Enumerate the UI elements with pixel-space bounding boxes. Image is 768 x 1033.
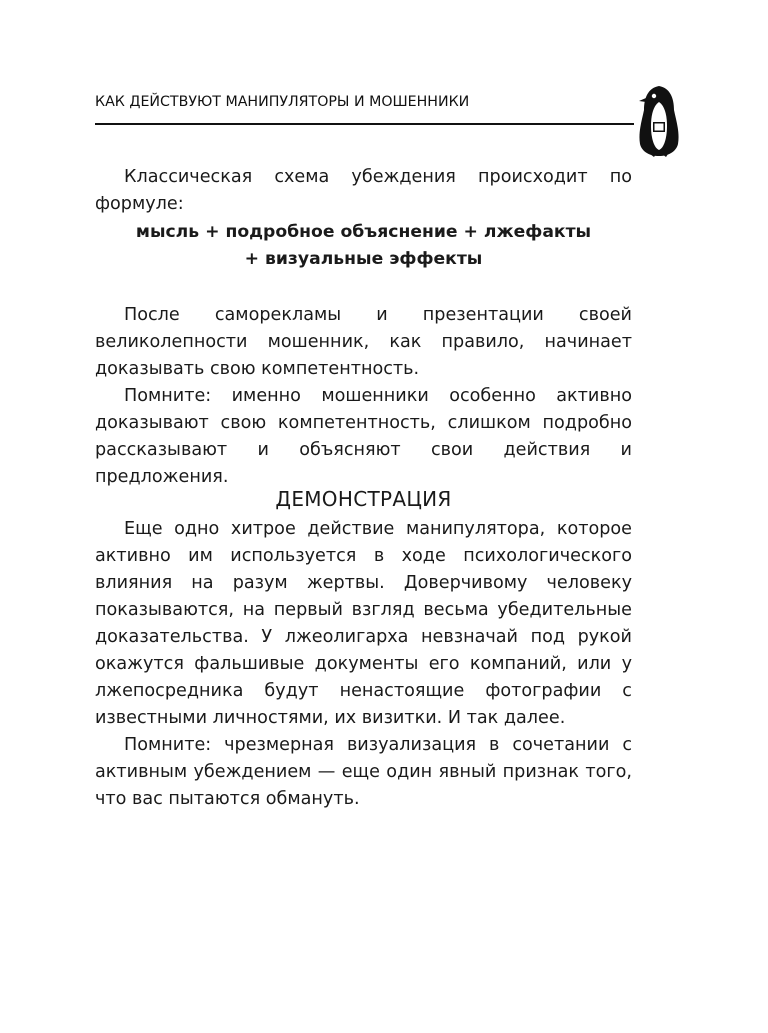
intro-block [95,164,632,218]
paragraph: После саморекламы и презентации своей великолепности мошенник, как правило, начинает доказывать свою компетентность. [95,305,632,379]
header-rule [95,123,634,125]
paragraph: Еще одно хитрое действие манипулятора, которое активно им используется в ходе психологического влияния на разум жертвы. Доверчивому человеку показываются, на первый взгляд весьма убедительные доказательства. У лжеолигарха невзначай под рукой окажутся фальшивые документы его компаний, или у лжепосредника будут ненастоящие фотографии с известными личностями, их визитки. И так далее. [95,519,632,728]
paragraph: Помните: именно мошенники особенно активно доказывают свою компетентность, слишком подробно рассказывают и объясняют свои действия и предложения. [95,386,632,487]
formula-block [95,219,632,273]
section-2-text [95,516,632,813]
formula-line-1: мысль + подробное объяснение + лжефакты [135,222,592,242]
formula-line-2: + визуальные эффекты [244,249,483,269]
running-header: КАК ДЕЙСТВУЮТ МАНИПУЛЯТОРЫ И МОШЕННИКИ [95,94,470,110]
penguin-logo-icon [636,84,682,158]
section-1-text [95,302,632,491]
paragraph: Помните: чрезмерная визуализация в сочетании с активным убеждением — еще один явный признак того, что вас пытаются обмануть. [95,735,632,809]
section-heading: ДЕМОНСТРАЦИЯ [275,487,452,511]
intro-paragraph: Классическая схема убеждения происходит по формуле: [95,167,632,214]
